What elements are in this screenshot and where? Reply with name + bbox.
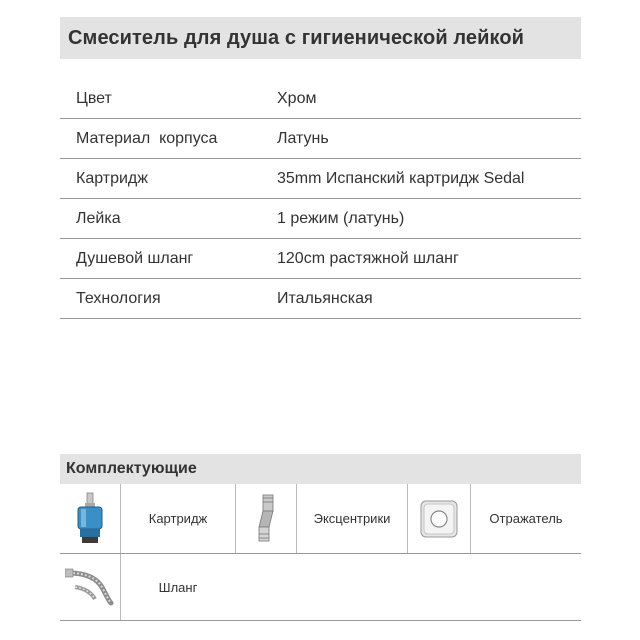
spec-label: Цвет	[76, 90, 112, 107]
kit-item-label: Эксцентрики	[313, 511, 391, 526]
spec-row	[60, 279, 581, 319]
spec-value: Итальянская	[277, 289, 373, 307]
spec-value: Латунь	[277, 129, 329, 147]
spec-table	[60, 80, 581, 319]
spec-label: Технология	[76, 289, 161, 307]
spec-value: 35mm Испанский картридж Sedal	[277, 169, 525, 187]
kit-title: Комплектующие	[66, 460, 197, 477]
kit-item-label: Картридж	[148, 511, 208, 526]
eccentric-icon	[251, 493, 281, 545]
eccentric-cell-image	[236, 484, 296, 553]
spec-row	[60, 199, 581, 239]
spec-value: 1 режим (латунь)	[277, 209, 405, 227]
page-title: Смеситель для душа с гигиенической лейкой	[68, 26, 525, 49]
spec-label: Материал корпуса	[76, 129, 218, 147]
spec-label: Картридж	[76, 169, 148, 187]
kit-header	[60, 454, 581, 484]
reflector-cell-image	[408, 484, 470, 553]
spec-value: Хром	[277, 90, 317, 107]
kit-item-label: Отражатель	[489, 511, 563, 526]
cartridge-cell-image	[60, 484, 120, 553]
kit-row	[60, 484, 581, 554]
spec-row	[60, 159, 581, 199]
kit-item-label: Шланг	[158, 579, 198, 595]
cartridge-icon	[70, 491, 110, 547]
spec-value: 120cm растяжной шланг	[277, 249, 459, 267]
title-bar	[60, 17, 581, 59]
spec-row	[60, 80, 581, 119]
kit-row	[60, 554, 581, 621]
spec-label: Лейка	[76, 209, 121, 227]
spec-row	[60, 239, 581, 279]
kit-table	[60, 484, 581, 621]
hose-cell-image	[60, 554, 120, 620]
reflector-icon	[419, 499, 459, 539]
spec-row	[60, 119, 581, 159]
spec-label: Душевой шланг	[76, 249, 194, 267]
hose-icon	[65, 567, 115, 607]
